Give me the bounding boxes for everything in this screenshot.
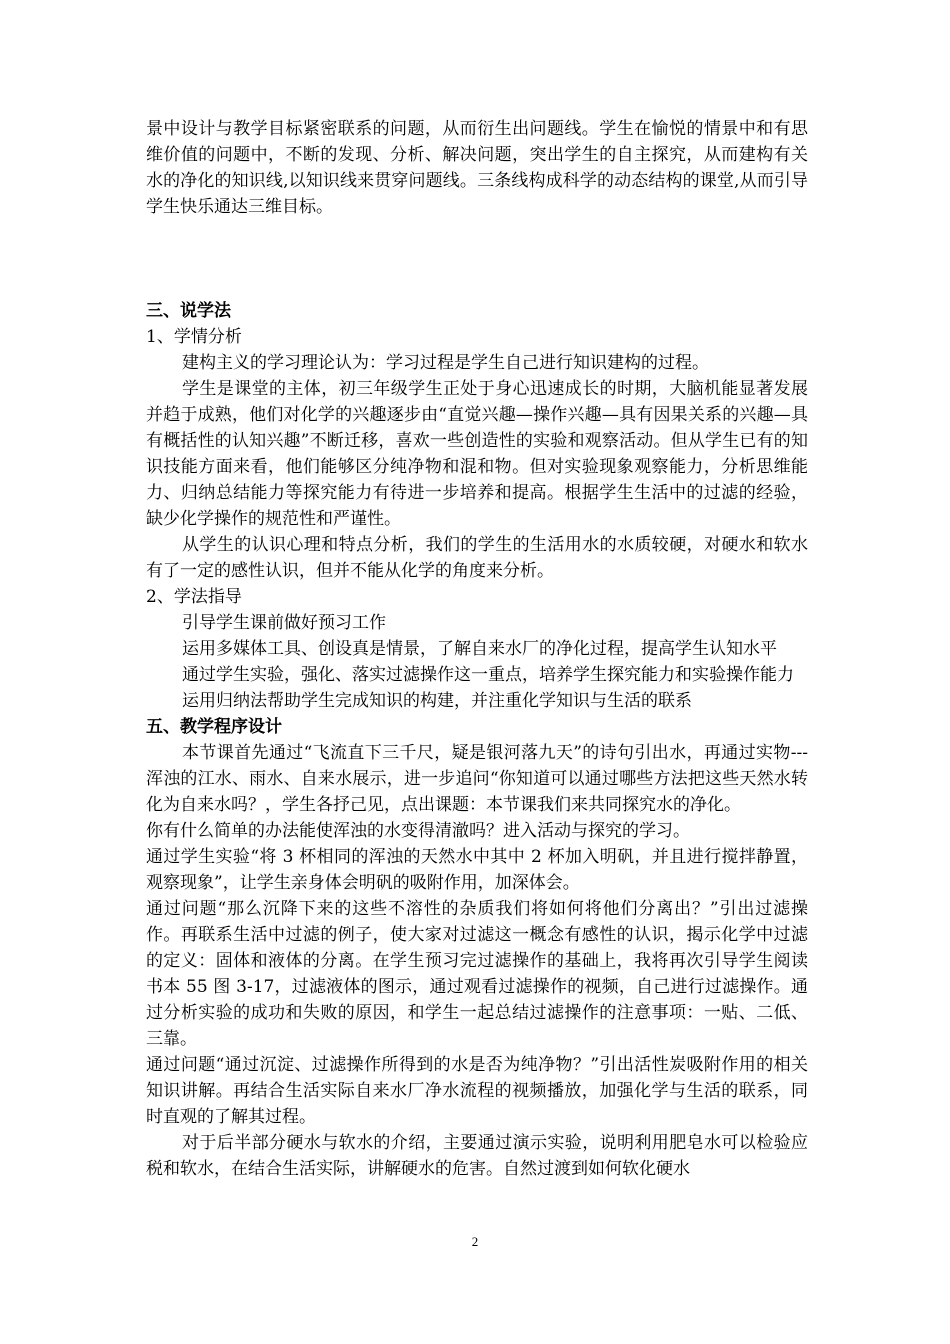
section-heading-teaching-design: 五、教学程序设计 bbox=[146, 717, 282, 737]
paragraph: 对于后半部分硬水与软水的介绍，主要通过演示实验，说明利用肥皂水可以检验应税和软水，在结合生活实际，讲解硬水的危害。自然过渡到如何软化硬水 bbox=[146, 1133, 808, 1179]
page-number: 2 bbox=[471, 1234, 479, 1249]
paragraph: 你有什么简单的办法能使浑浊的水变得清澈吗？进入活动与探究的学习。 bbox=[146, 821, 690, 841]
paragraph: 通过问题“通过沉淀、过滤操作所得到的水是否为纯净物？”引出活性炭吸附作用的相关知识讲解。再结合生活实际自来水厂净水流程的视频播放，加强化学与生活的联系，同时直观的了解其过程。 bbox=[146, 1055, 808, 1127]
paragraph: 运用多媒体工具、创设真是情景，了解自来水厂的净化过程，提高学生认知水平 bbox=[182, 639, 777, 659]
paragraph: 运用归纳法帮助学生完成知识的构建，并注重化学知识与生活的联系 bbox=[182, 691, 692, 711]
section-heading-study-method: 三、说学法 bbox=[146, 301, 231, 321]
paragraph: 本节课首先通过“飞流直下三千尺，疑是银河落九天”的诗句引出水，再通过实物---浑浊的江水、雨水、自来水展示，进一步追问“你知道可以通过哪些方法把这些天然水转化为自来水吗？，学生各抒己见，点出课题：本节课我们来共同探究水的净化。 bbox=[146, 743, 808, 815]
paragraph: 通过学生实验，强化、落实过滤操作这一重点，培养学生探究能力和实验操作能力 bbox=[182, 665, 794, 685]
page-body bbox=[146, 116, 808, 1182]
paragraph: 建构主义的学习理论认为：学习过程是学生自己进行知识建构的过程。 bbox=[182, 353, 709, 373]
paragraph: 通过学生实验“将 3 杯相同的浑浊的天然水中其中 2 杯加入明矾，并且进行搅拌静置，观察现象”，让学生亲身体会明矾的吸附作用，加深体会。 bbox=[146, 847, 808, 893]
subheading-method-guidance: 2、学法指导 bbox=[146, 587, 242, 607]
paragraph: 引导学生课前做好预习工作 bbox=[182, 613, 386, 633]
paragraph: 通过问题“那么沉降下来的这些不溶性的杂质我们将如何将他们分离出？”引出过滤操作。再联系生活中过滤的例子，使大家对过滤这一概念有感性的认识，揭示化学中过滤的定义：固体和液体的分离。在学生预习完过滤操作的基础上，我将再次引导学生阅读书本 55 图 3-17，过滤液体的图示，通过观看过滤操作的视频，自己进行过滤操作。通过分析实验的成功和失败的原因，和学生一起总结过滤操作的注意事项：一贴、二低、三靠。 bbox=[146, 899, 808, 1049]
intro-paragraph: 景中设计与教学目标紧密联系的问题，从而衍生出问题线。学生在愉悦的情景中和有思维价值的问题中，不断的发现、分析、解决问题，突出学生的自主探究，从而建构有关水的净化的知识线,以知识线来贯穿问题线。三条线构成科学的动态结构的课堂,从而引导学生快乐通达三维目标。 bbox=[146, 119, 808, 217]
paragraph: 从学生的认识心理和特点分析，我们的学生的生活用水的水质较硬，对硬水和软水有了一定的感性认识，但并不能从化学的角度来分析。 bbox=[146, 535, 808, 581]
spacer bbox=[146, 220, 808, 298]
paragraph: 学生是课堂的主体，初三年级学生正处于身心迅速成长的时期，大脑机能显著发展并趋于成熟，他们对化学的兴趣逐步由“直觉兴趣—操作兴趣—具有因果关系的兴趣—具有概括性的认知兴趣”不断迁移，喜欢一些创造性的实验和观察活动。但从学生已有的知识技能方面来看，他们能够区分纯净物和混和物。但对实验现象观察能力，分析思维能力、归纳总结能力等探究能力有待进一步培养和提高。根据学生生活中的过滤的经验，缺少化学操作的规范性和严谨性。 bbox=[146, 379, 808, 529]
subheading-learning-analysis: 1、学情分析 bbox=[146, 327, 242, 347]
